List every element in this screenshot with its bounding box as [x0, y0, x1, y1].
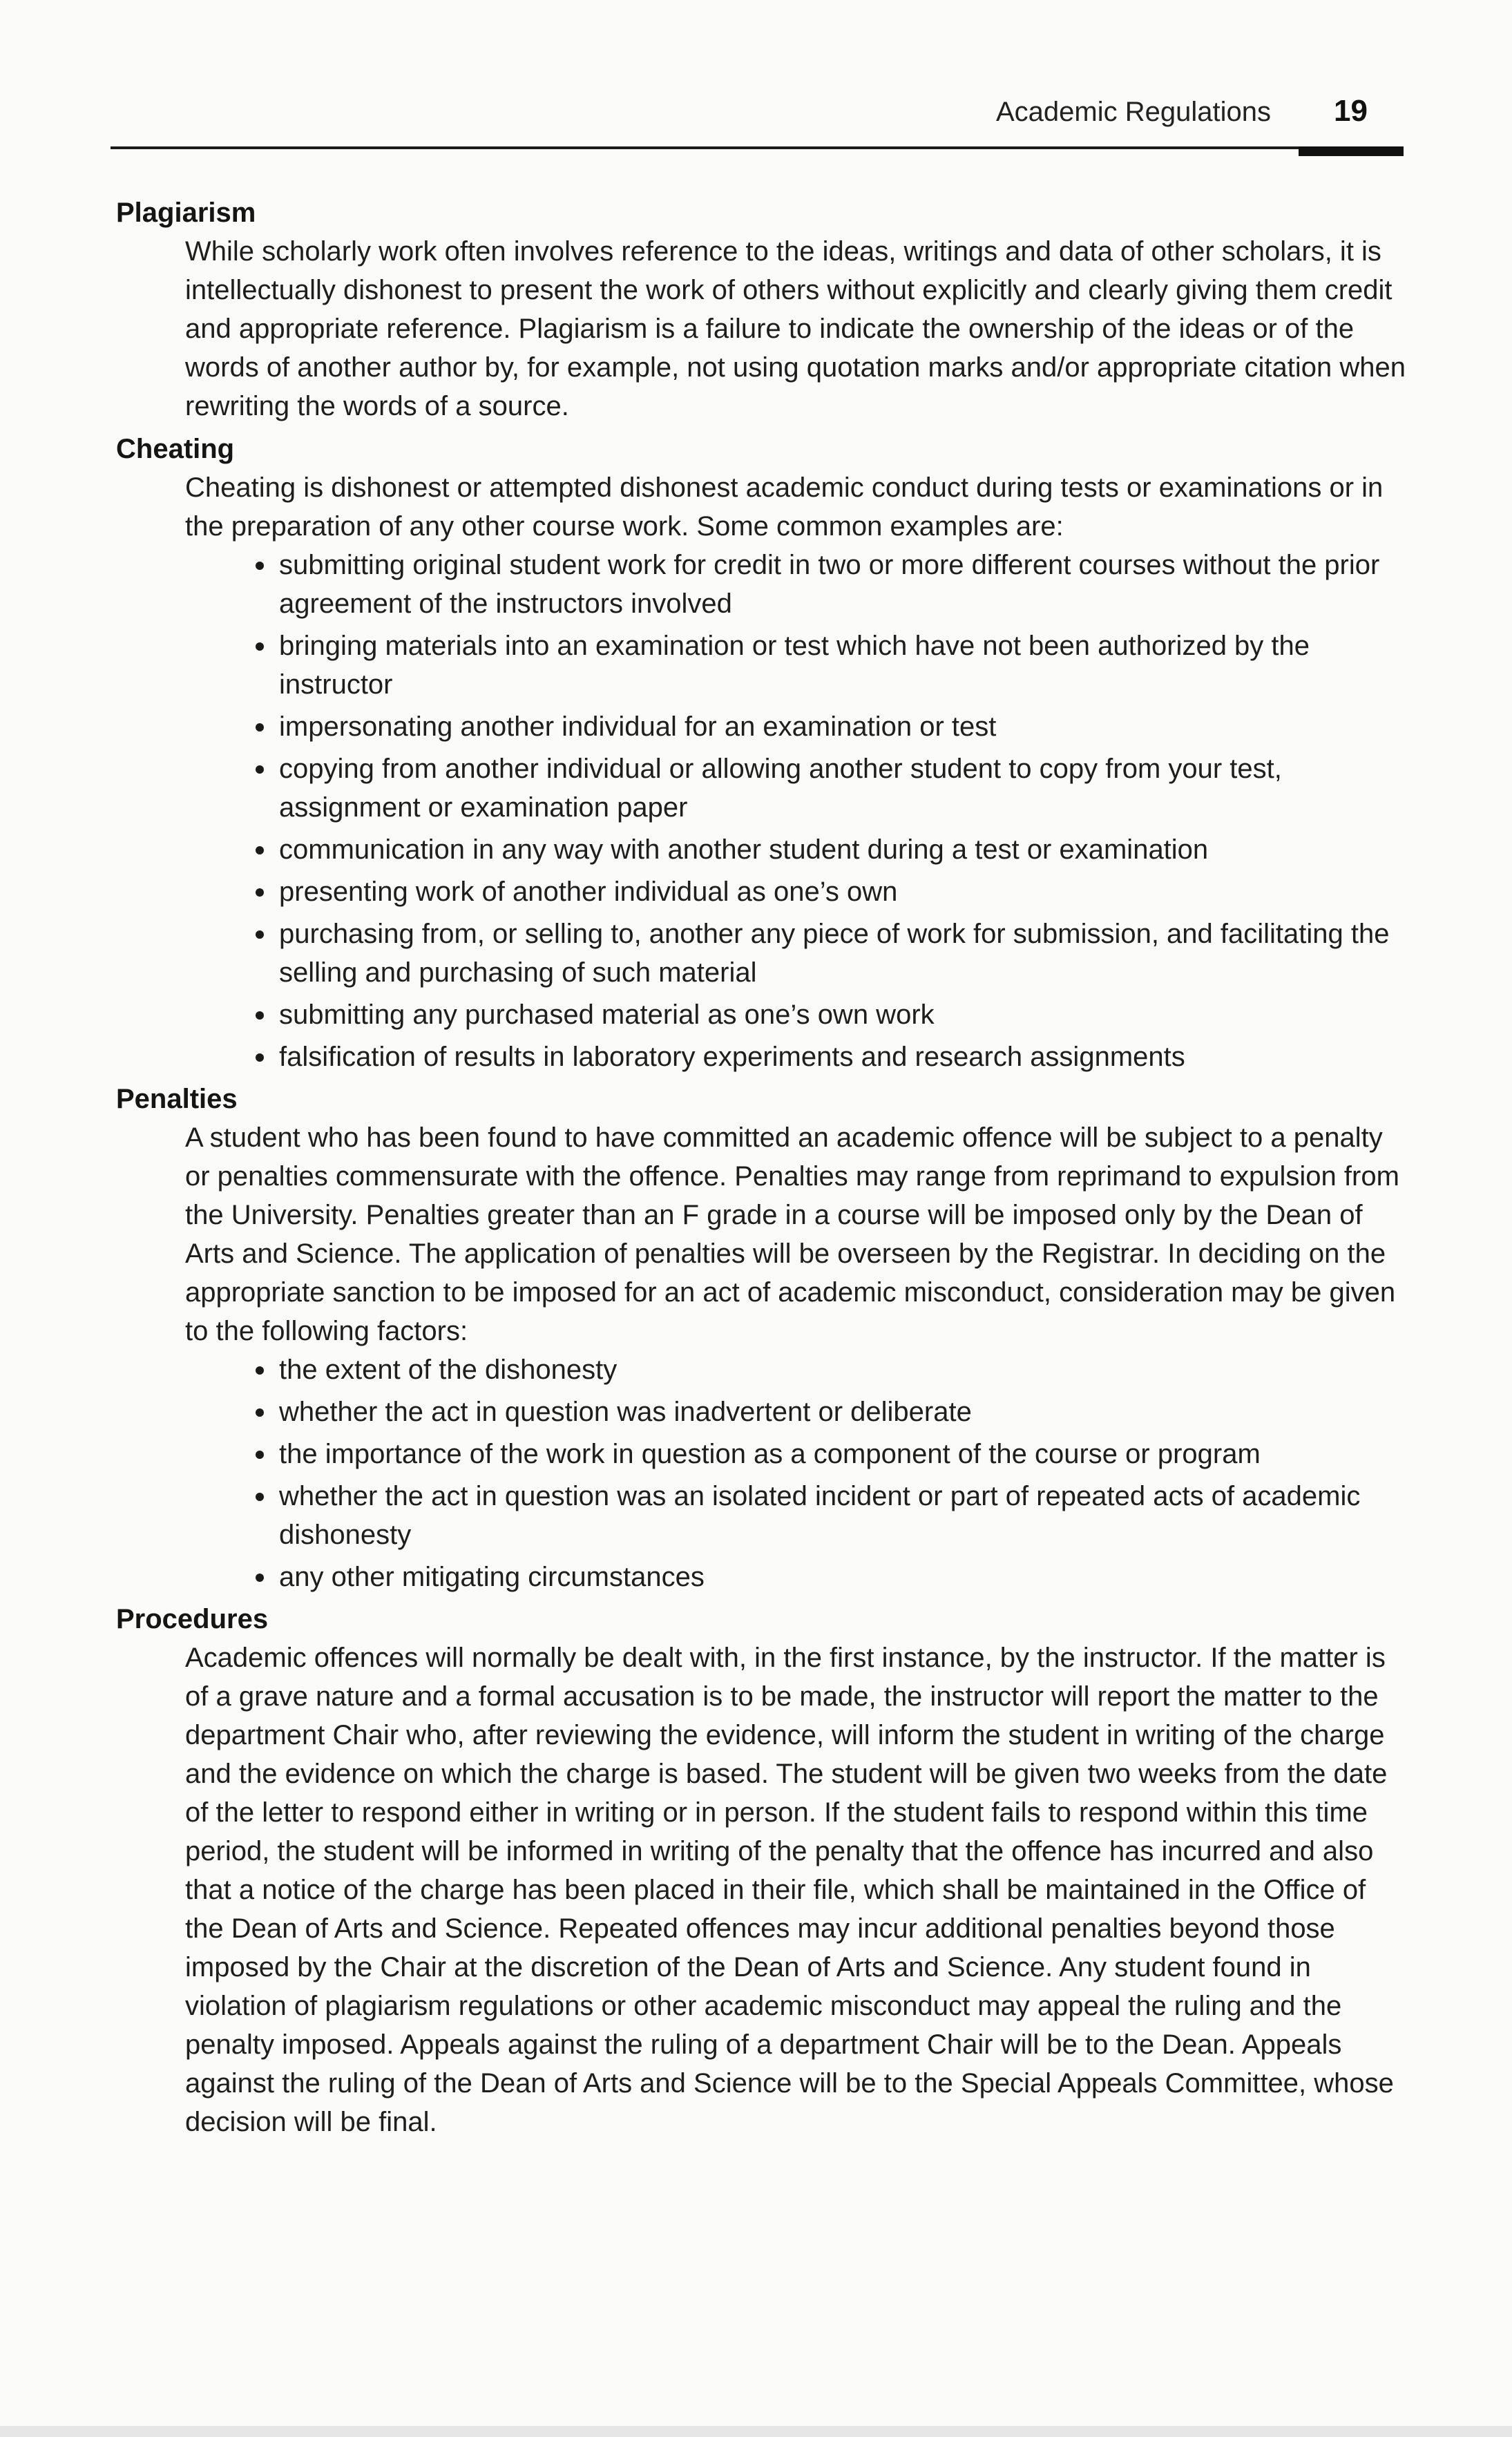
list-item — [254, 749, 1408, 827]
bullet-icon — [256, 1366, 264, 1375]
list-item-text: bringing materials into an examination or test which have not been authorized by the instructor — [279, 631, 1310, 700]
bullet-icon — [256, 765, 264, 774]
bullet-icon — [256, 1408, 264, 1417]
bullet-icon — [256, 723, 264, 732]
header-rule — [111, 146, 1404, 149]
list-item-text: submitting any purchased material as one’s own work — [279, 1000, 935, 1030]
section-paragraph: While scholarly work often involves reference to the ideas, writings and data of other scholars, it is intellectually dishonest to present the work of others without explicitly and clearly giving them credit and appropriate reference. Plagiarism is a failure to indicate the ownership of the ideas or of the words of another author by, for example, not using quotation marks and/or appropriate citation when rewriting the words of a source. — [185, 236, 1406, 421]
list-item-text: copying from another individual or allowing another student to copy from your test, assignment or examination paper — [279, 754, 1282, 823]
list-item-text: presenting work of another individual as one’s own — [279, 877, 898, 907]
list-item — [254, 1435, 1408, 1473]
bullet-list — [254, 546, 1408, 1076]
list-item-text: submitting original student work for credit in two or more different courses without the prior agreement of the instructors involved — [279, 550, 1380, 619]
bullet-icon — [256, 888, 264, 897]
list-item-text: any other mitigating circumstances — [279, 1562, 705, 1592]
list-item — [254, 627, 1408, 704]
bullet-icon — [256, 1053, 264, 1062]
list-item — [254, 1477, 1408, 1554]
page-number: 19 — [1334, 94, 1368, 128]
section-procedures — [116, 1600, 1408, 2141]
list-item — [254, 872, 1408, 911]
section-plagiarism — [116, 193, 1408, 426]
section-heading: Cheating — [116, 434, 235, 464]
section-heading: Plagiarism — [116, 198, 256, 228]
list-item-text: falsification of results in laboratory experiments and research assignments — [279, 1042, 1185, 1072]
bullet-icon — [256, 1011, 264, 1020]
bullet-icon — [256, 1574, 264, 1582]
section-cheating — [116, 430, 1408, 1076]
list-item-text: the importance of the work in question as a component of the course or program — [279, 1439, 1261, 1469]
section-heading: Procedures — [116, 1604, 269, 1634]
bullet-list — [254, 1350, 1408, 1596]
list-item — [254, 707, 1408, 746]
section-paragraph: Academic offences will normally be dealt with, in the first instance, by the instructor. If the matter is of a grave nature and a formal accusation is to be made, the instructor will report the matter to the department Chair who, after reviewing the evidence, will inform the student in writing of the charge and the evidence on which the charge is based. The student will be given two weeks from the date of the letter to respond either in writing or in person. If the student fails to respond within this time period, the student will be informed in writing of the penalty that the offence has incurred and also that a notice of the charge has been placed in their file, which shall be maintained in the Office of the Dean of Arts and Science. Repeated offences may incur additional penalties beyond those imposed by the Chair at the discretion of the Dean of Arts and Science. Any student found in violation of plagiarism regulations or other academic misconduct may appeal the ruling and the penalty imposed. Appeals against the ruling of a department Chair will be to the Dean. Appeals against the ruling of the Dean of Arts and Science will be to the Special Appeals Committee, whose decision will be final. — [185, 1643, 1394, 2137]
list-item — [254, 1038, 1408, 1076]
section-paragraph: Cheating is dishonest or attempted dishonest academic conduct during tests or examinations or in the preparation of any other course work. Some common examples are: — [185, 472, 1384, 542]
running-title: Academic Regulations — [996, 97, 1271, 127]
list-item — [254, 1393, 1408, 1431]
bullet-icon — [256, 642, 264, 651]
list-item-text: whether the act in question was inadvertent or deliberate — [279, 1397, 972, 1427]
bullet-icon — [256, 1451, 264, 1459]
scan-edge-shade — [0, 2426, 1512, 2437]
list-item-text: whether the act in question was an isolated incident or part of repeated acts of academic dishonesty — [279, 1481, 1361, 1550]
bullet-icon — [256, 930, 264, 939]
list-item-text: purchasing from, or selling to, another any piece of work for submission, and facilitating the selling and purchasing of such material — [279, 919, 1390, 988]
list-item — [254, 995, 1408, 1034]
list-item — [254, 1558, 1408, 1596]
page-content — [116, 193, 1408, 2141]
bullet-icon — [256, 846, 264, 854]
running-header — [111, 91, 1402, 140]
list-item-text: communication in any way with another student during a test or examination — [279, 834, 1209, 865]
list-item — [254, 915, 1408, 992]
section-paragraph: A student who has been found to have committed an academic offence will be subject to a penalty or penalties commensurate with the offence. Penalties may range from reprimand to expulsion from the University. Penalties greater than an F grade in a course will be imposed only by the Dean of Arts and Science. The application of penalties will be overseen by the Registrar. In deciding on the appropriate sanction to be imposed for an act of academic misconduct, consideration may be given to the following factors: — [185, 1122, 1399, 1346]
list-item-text: the extent of the dishonesty — [279, 1355, 618, 1385]
list-item — [254, 546, 1408, 623]
section-penalties — [116, 1080, 1408, 1596]
list-item — [254, 1350, 1408, 1389]
header-rule-tab — [1299, 146, 1404, 156]
bullet-icon — [256, 562, 264, 570]
bullet-icon — [256, 1493, 264, 1501]
list-item-text: impersonating another individual for an examination or test — [279, 711, 997, 742]
section-heading: Penalties — [116, 1084, 238, 1114]
list-item — [254, 830, 1408, 869]
